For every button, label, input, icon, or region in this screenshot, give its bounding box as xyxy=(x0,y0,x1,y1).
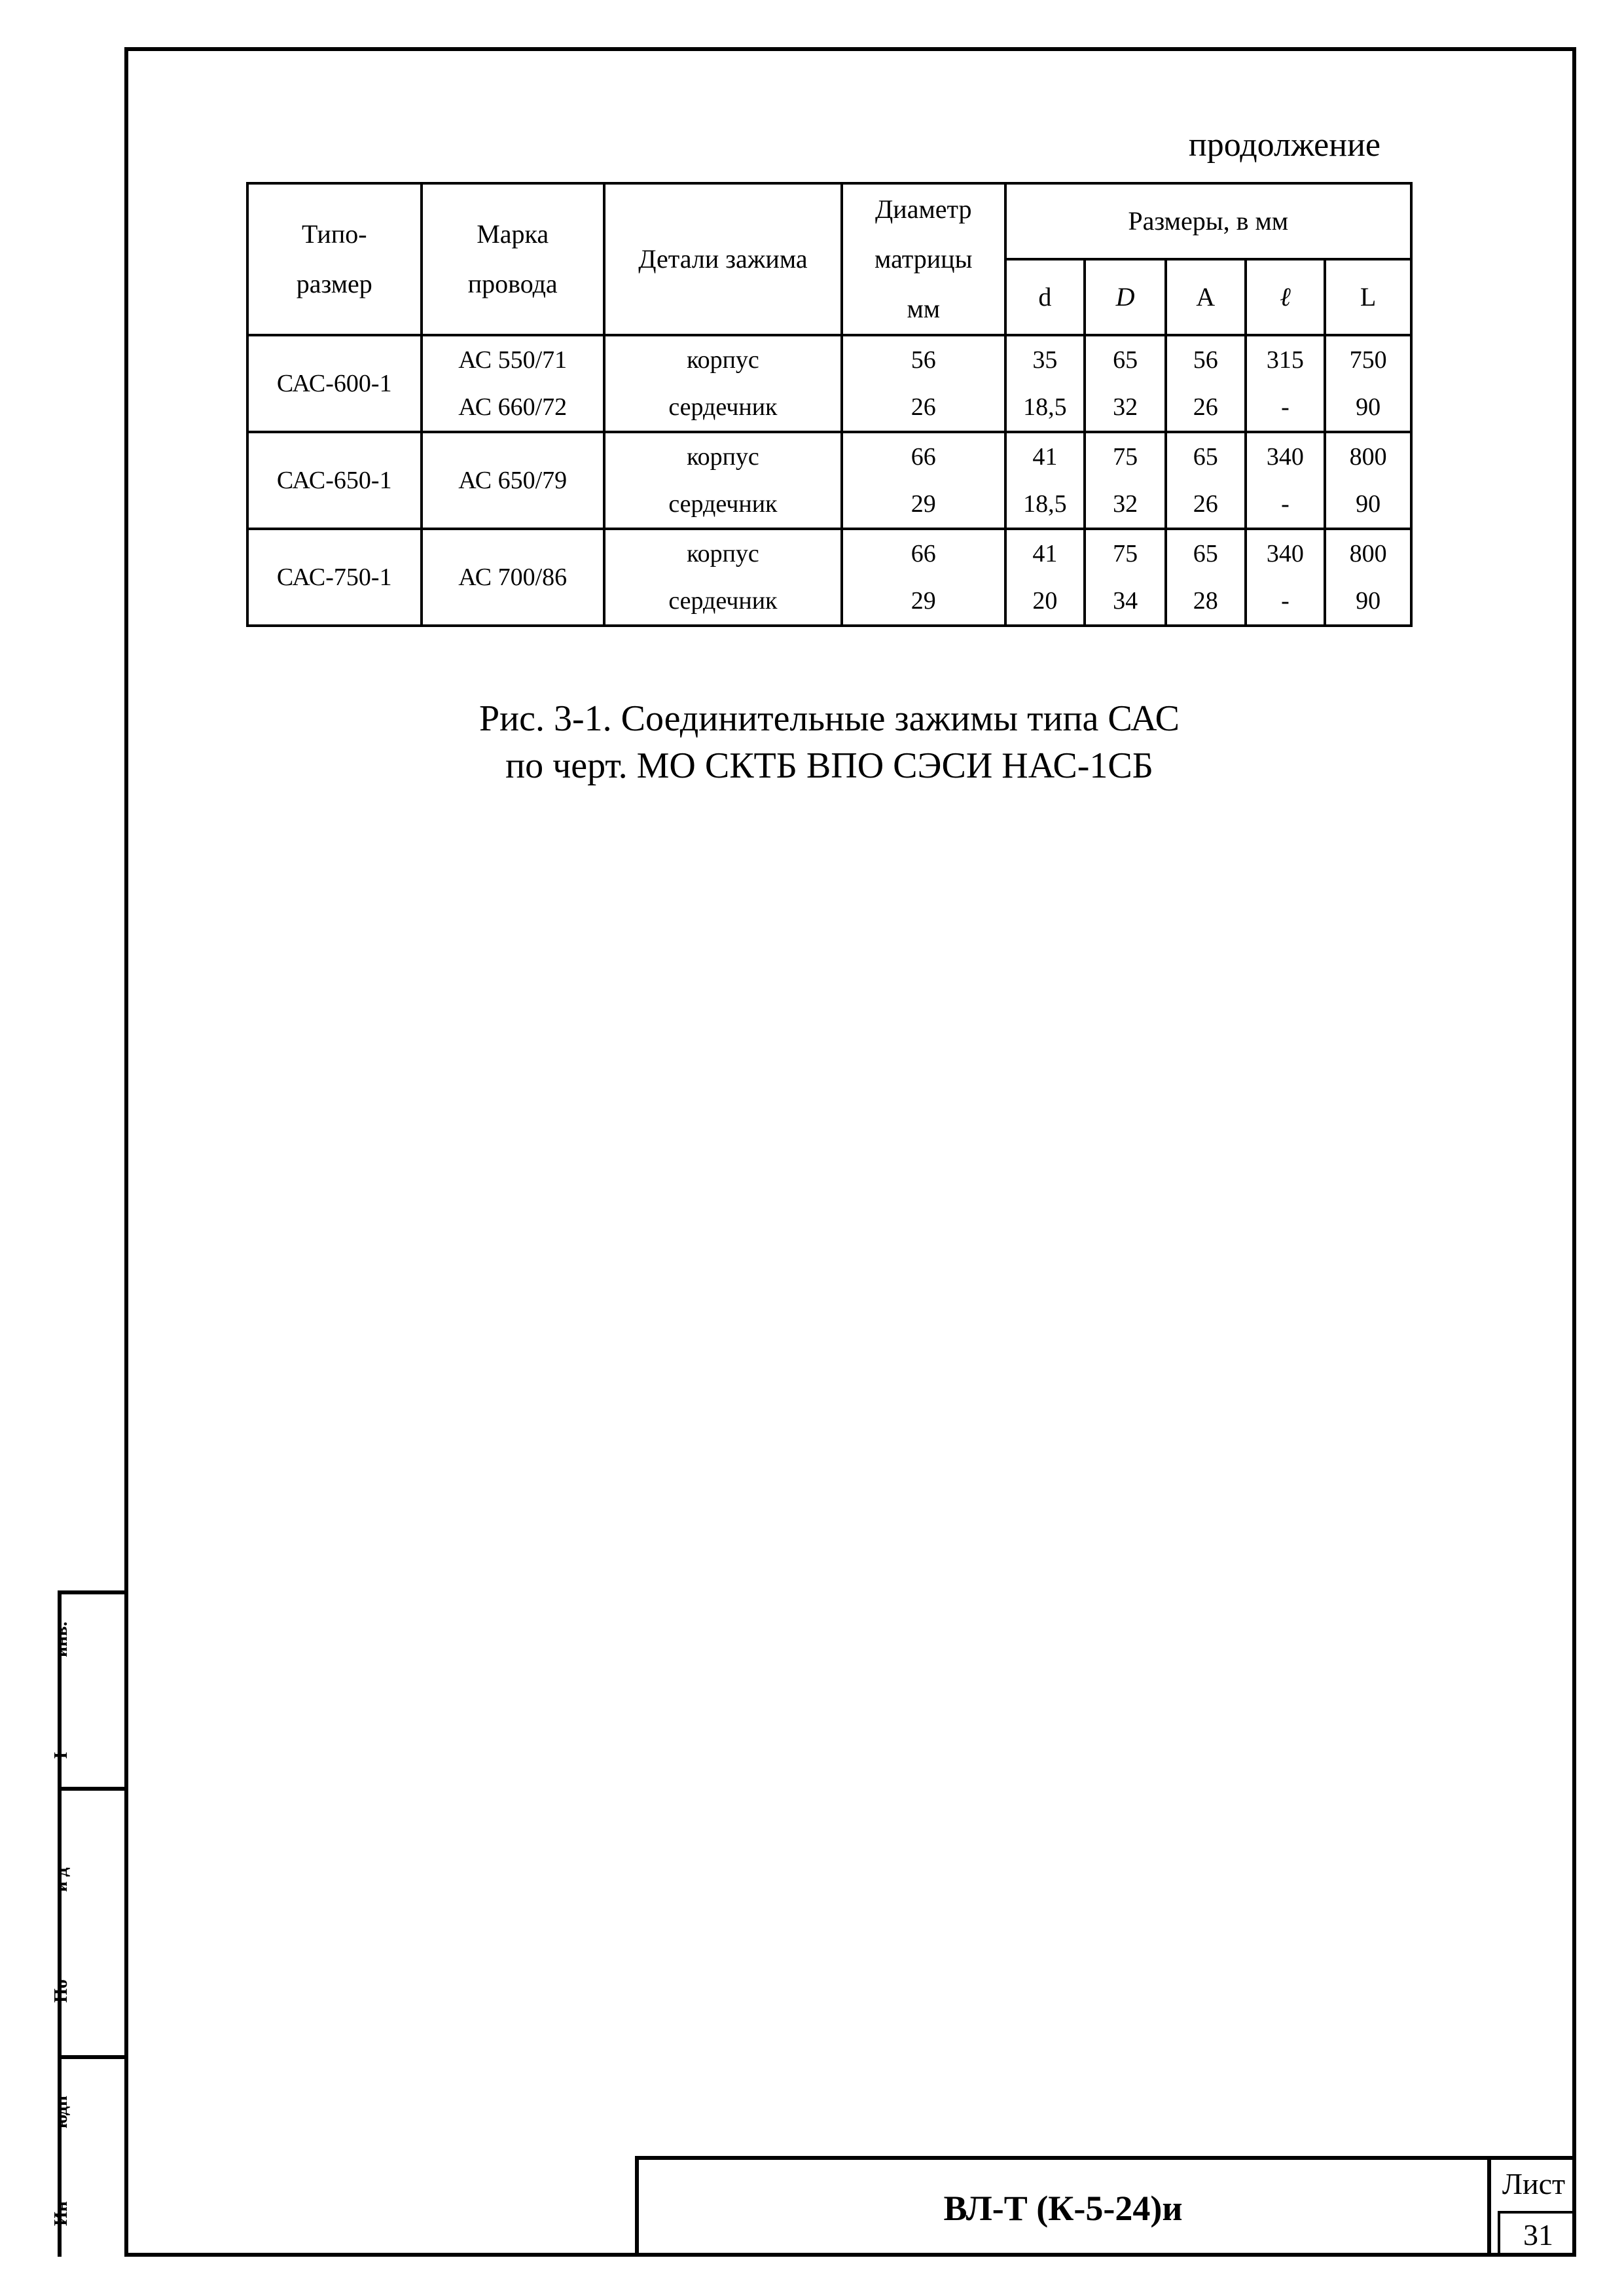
cell-D: 32 xyxy=(1085,384,1166,432)
cell-d: 20 xyxy=(1005,577,1085,626)
cell-l: 340 xyxy=(1246,529,1326,577)
header-clamp-parts: Детали зажима xyxy=(604,183,842,335)
header-dim-L: L xyxy=(1325,259,1411,335)
cell-d: 35 xyxy=(1005,335,1085,384)
cell-D: 75 xyxy=(1085,529,1166,577)
sheet-label: Лист xyxy=(1502,2167,1566,2200)
continuation-label: продолжение xyxy=(1188,126,1380,164)
cell-A: 65 xyxy=(1166,432,1246,480)
header-type-size: Типо- размер xyxy=(247,183,422,335)
header-wire-brand: Марка провода xyxy=(422,183,604,335)
side-label-inv: инв. xyxy=(51,1621,71,1657)
side-strip-divider xyxy=(58,2055,124,2059)
cell-wire-brand: АС 650/79 xyxy=(422,432,604,529)
clamp-dimensions-table xyxy=(246,182,1413,627)
cell-L: 90 xyxy=(1325,577,1411,626)
cell-D: 32 xyxy=(1085,480,1166,529)
caption-line-1: Рис. 3-1. Соединительные зажимы типа САС xyxy=(479,698,1180,739)
cell-type-size: САС-600-1 xyxy=(247,335,422,432)
cell-part: сердечник xyxy=(604,384,842,432)
table-header-row xyxy=(247,183,1411,259)
cell-d: 18,5 xyxy=(1005,480,1085,529)
header-dimensions: Размеры, в мм xyxy=(1005,183,1411,259)
cell-A: 26 xyxy=(1166,480,1246,529)
cell-l: 315 xyxy=(1246,335,1326,384)
header-die-diameter: Диаметр матрицы мм xyxy=(842,183,1005,335)
cell-A: 28 xyxy=(1166,577,1246,626)
cell-D: 65 xyxy=(1085,335,1166,384)
cell-A: 65 xyxy=(1166,529,1246,577)
cell-die: 26 xyxy=(842,384,1005,432)
sheet-number: 31 xyxy=(1498,2211,1576,2257)
cell-L: 90 xyxy=(1325,480,1411,529)
cell-l: - xyxy=(1246,480,1326,529)
cell-part: сердечник xyxy=(604,480,842,529)
cell-part: корпус xyxy=(604,432,842,480)
cell-die: 66 xyxy=(842,529,1005,577)
figure-caption xyxy=(246,695,1413,789)
table-row xyxy=(247,335,1411,384)
cell-die: 66 xyxy=(842,432,1005,480)
cell-L: 800 xyxy=(1325,529,1411,577)
table-row xyxy=(247,529,1411,577)
cell-part: сердечник xyxy=(604,577,842,626)
cell-wire-brand: АС 700/86 xyxy=(422,529,604,626)
cell-D: 75 xyxy=(1085,432,1166,480)
cell-die: 56 xyxy=(842,335,1005,384)
header-dim-D: D xyxy=(1085,259,1166,335)
cell-type-size: САС-750-1 xyxy=(247,529,422,626)
sheet-box xyxy=(1487,2160,1576,2257)
caption-line-2: по черт. МО СКТБ ВПО СЭСИ НАС-1СБ xyxy=(505,745,1153,786)
cell-part: корпус xyxy=(604,529,842,577)
cell-d: 41 xyxy=(1005,529,1085,577)
cell-D: 34 xyxy=(1085,577,1166,626)
side-strip-divider xyxy=(58,1787,124,1791)
cell-L: 750 xyxy=(1325,335,1411,384)
cell-wire-brand: АС 550/71 xyxy=(422,335,604,384)
cell-part: корпус xyxy=(604,335,842,384)
side-label-id: и д xyxy=(51,1867,71,1892)
cell-L: 90 xyxy=(1325,384,1411,432)
header-dim-A: A xyxy=(1166,259,1246,335)
cell-L: 800 xyxy=(1325,432,1411,480)
cell-A: 26 xyxy=(1166,384,1246,432)
cell-l: - xyxy=(1246,384,1326,432)
cell-d: 18,5 xyxy=(1005,384,1085,432)
side-label-yudp: юдп xyxy=(51,2095,71,2128)
header-dim-d: d xyxy=(1005,259,1085,335)
cell-d: 41 xyxy=(1005,432,1085,480)
side-label-in: Ин xyxy=(51,2201,71,2226)
table-row xyxy=(247,384,1411,432)
document-code: ВЛ-Т (К-5-24)и xyxy=(943,2189,1183,2228)
cell-A: 56 xyxy=(1166,335,1246,384)
side-label-i: I xyxy=(51,1751,71,1759)
side-label-po: По xyxy=(51,1979,71,2003)
header-dim-l: ℓ xyxy=(1246,259,1326,335)
cell-die: 29 xyxy=(842,480,1005,529)
cell-wire-brand: АС 660/72 xyxy=(422,384,604,432)
cell-die: 29 xyxy=(842,577,1005,626)
title-block xyxy=(635,2156,1576,2257)
table-row xyxy=(247,432,1411,480)
side-stamp-strip xyxy=(51,1590,124,2257)
cell-l: - xyxy=(1246,577,1326,626)
cell-type-size: САС-650-1 xyxy=(247,432,422,529)
cell-l: 340 xyxy=(1246,432,1326,480)
